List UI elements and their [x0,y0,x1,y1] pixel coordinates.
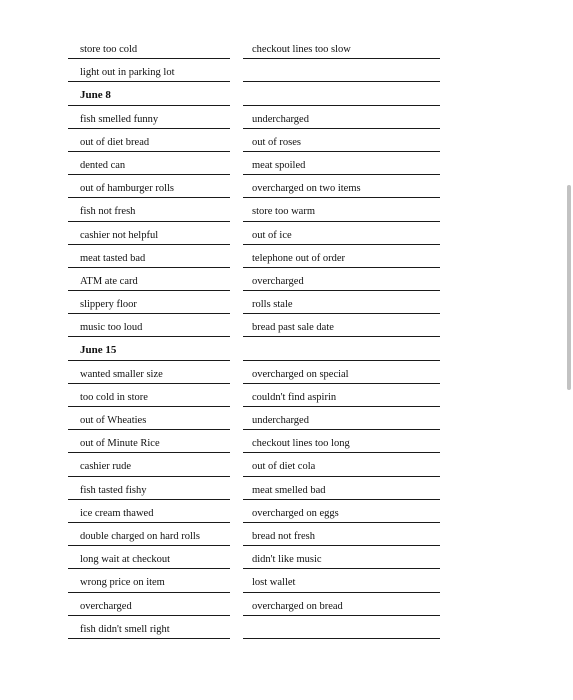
complaint-row [68,106,440,129]
complaint-left: out of diet bread [68,129,230,152]
complaint-right [243,616,440,639]
scrollbar-thumb[interactable] [567,185,571,390]
complaint-right: undercharged [243,407,440,430]
complaint-right: out of ice [243,222,440,245]
complaint-right: overcharged [243,268,440,291]
complaint-right: checkout lines too long [243,430,440,453]
complaint-right: lost wallet [243,569,440,592]
complaint-left: ATM ate card [68,268,230,291]
complaint-right: couldn't find aspirin [243,384,440,407]
complaint-left: out of Minute Rice [68,430,230,453]
complaint-row [68,407,440,430]
complaint-left: ice cream thawed [68,500,230,523]
complaint-left: light out in parking lot [68,59,230,82]
complaint-left: out of hamburger rolls [68,175,230,198]
complaint-left: store too cold [68,36,230,59]
complaint-left: fish tasted fishy [68,477,230,500]
complaint-left: wanted smaller size [68,361,230,384]
complaint-row [68,500,440,523]
complaint-left: double charged on hard rolls [68,523,230,546]
complaint-right: out of diet cola [243,453,440,476]
complaint-left: out of Wheaties [68,407,230,430]
complaint-left: overcharged [68,593,230,616]
complaint-right: out of roses [243,129,440,152]
complaint-right: meat spoiled [243,152,440,175]
complaint-row [68,59,440,82]
complaint-left: slippery floor [68,291,230,314]
complaint-right: overcharged on bread [243,593,440,616]
complaint-row [68,175,440,198]
complaint-row [68,430,440,453]
complaint-right: didn't like music [243,546,440,569]
date-heading-row [68,337,440,360]
complaint-left: fish didn't smell right [68,616,230,639]
complaint-right [243,337,440,360]
date-heading: June 15 [68,337,230,360]
complaint-row [68,523,440,546]
complaint-row [68,198,440,221]
complaint-right: bread past sale date [243,314,440,337]
complaint-right: overcharged on special [243,361,440,384]
complaint-row [68,36,440,59]
complaint-right: overcharged on two items [243,175,440,198]
complaint-row [68,291,440,314]
complaint-left: music too loud [68,314,230,337]
complaint-right: telephone out of order [243,245,440,268]
complaint-left: dented can [68,152,230,175]
complaint-left: fish not fresh [68,198,230,221]
complaint-row [68,593,440,616]
complaint-row [68,129,440,152]
complaint-left: long wait at checkout [68,546,230,569]
complaint-row [68,616,440,639]
complaint-left: meat tasted bad [68,245,230,268]
complaint-right: rolls stale [243,291,440,314]
complaint-list [68,36,440,639]
complaint-left: cashier not helpful [68,222,230,245]
complaint-right: bread not fresh [243,523,440,546]
complaint-row [68,361,440,384]
complaint-right: meat smelled bad [243,477,440,500]
complaint-left: too cold in store [68,384,230,407]
complaint-row [68,268,440,291]
complaint-left: wrong price on item [68,569,230,592]
complaint-row [68,314,440,337]
scrollbar[interactable] [565,0,573,700]
complaint-right: store too warm [243,198,440,221]
complaint-left: cashier rude [68,453,230,476]
complaint-row [68,245,440,268]
complaint-row [68,546,440,569]
complaint-row [68,569,440,592]
complaint-row [68,384,440,407]
complaint-row [68,453,440,476]
complaint-right: undercharged [243,106,440,129]
complaint-left: fish smelled funny [68,106,230,129]
date-heading: June 8 [68,82,230,105]
complaint-row [68,152,440,175]
complaint-right [243,82,440,105]
complaint-right: overcharged on eggs [243,500,440,523]
complaint-row [68,222,440,245]
complaint-right [243,59,440,82]
complaint-right: checkout lines too slow [243,36,440,59]
complaint-row [68,477,440,500]
date-heading-row [68,82,440,105]
